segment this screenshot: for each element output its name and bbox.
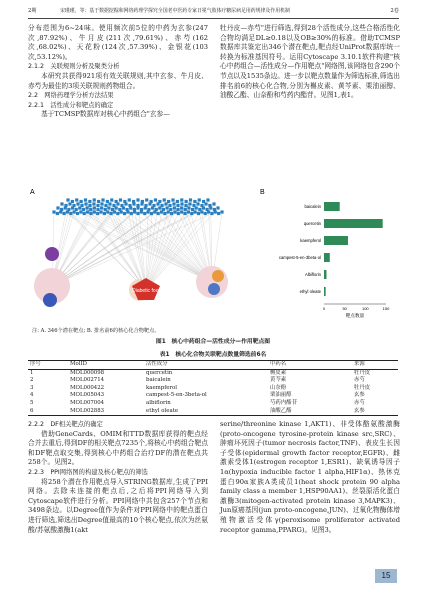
bar (324, 270, 326, 279)
herb-node (208, 283, 220, 295)
target-node (92, 202, 95, 205)
cell: 2 (30, 377, 34, 384)
target-node (176, 200, 179, 203)
target-node (128, 198, 131, 201)
target-node (180, 198, 183, 201)
target-node (209, 206, 212, 209)
cell: 芍药内酯苷 (270, 399, 297, 406)
target-node (180, 206, 183, 209)
target-node (164, 202, 167, 205)
target-node (184, 204, 187, 207)
target-node (204, 202, 207, 205)
target-node (106, 210, 109, 213)
bar (324, 287, 326, 296)
running-header (28, 6, 399, 16)
target-node (83, 212, 86, 215)
target-node (145, 198, 148, 201)
section-heading: 2.1.2 关联规则分析及聚类分析 (28, 63, 120, 71)
x-tick-label: 150 (382, 306, 390, 311)
target-node (130, 212, 133, 215)
compound-clusters (34, 247, 228, 307)
target-node (154, 198, 157, 201)
bar (324, 202, 340, 211)
left-column-top (28, 24, 208, 120)
target-node (84, 202, 87, 205)
target-node (113, 210, 116, 213)
network-edge (52, 212, 195, 286)
target-node (69, 212, 72, 215)
target-node (187, 206, 190, 209)
target-node (189, 198, 192, 201)
target-node (176, 204, 179, 207)
network-figure (28, 186, 398, 326)
target-node (136, 198, 139, 201)
paragraph: 借助GeneCards、OMIM和TTD数据库获得的靶点经合并去重后,得到DF的相关靶点7235个,将核心中药组合靶点和DF靶点取交集,得到核心中药组合治疗DF的潜在靶点共258个。见图2。 (28, 429, 208, 467)
table-caption: 表1 核心化合物关联靶点数量筛选前6名 (159, 352, 267, 358)
paragraph: 牡丹皮—赤芍"进行筛选,得到28个活性成分,这些合格活性化合物均满足DL≥0.18以及OB≥30%的标准。借助TCMSP数据库共鉴定出346个潜在靶点,靶点经UniProt数据库统一转换为标准基因符号。运用Cytoscape 3.10.1软件构建"核心中药组合—活性成分—作用靶点"网络图,该网络包含290个节点以及1535条边。进一步以靶点数量作为筛选标准,筛选出排名前6的核心化合物,分别为槲皮素、黄芩素、栗油丽醇、油酸乙酯、山奈酚和芍药内酯苷。见图1,表1。 (220, 24, 400, 100)
network-edge (52, 204, 214, 286)
page-number: 15 (375, 569, 397, 583)
target-node (163, 198, 166, 201)
target-node (52, 210, 55, 213)
left-column-bottom (28, 420, 208, 535)
x-tick-label: 0 (322, 306, 326, 311)
network-edge (146, 212, 188, 290)
network-edge (67, 212, 146, 290)
target-node (170, 212, 173, 215)
target-node (89, 208, 92, 211)
herb-node (212, 270, 224, 282)
target-node (129, 206, 132, 209)
target-node (177, 212, 180, 215)
section-heading: 2.2 网络药理学分析方法结果 (28, 92, 114, 100)
target-node (194, 210, 197, 213)
table-row (28, 385, 398, 393)
section-heading: 2.2.1 活性成分和靶点的确定 (28, 101, 114, 109)
target-node (156, 202, 159, 205)
target-node (173, 206, 176, 209)
target-node (143, 212, 146, 215)
target-node (75, 198, 78, 201)
cell: MOL005043 (70, 392, 105, 399)
target-node (184, 208, 187, 211)
target-node (136, 212, 139, 215)
target-node (180, 210, 183, 213)
target-node (84, 198, 87, 201)
cell: ethyl oleate (144, 408, 268, 416)
x-tick-label: 50 (342, 306, 347, 311)
cell: 玄参 (352, 408, 398, 416)
target-node (210, 212, 213, 215)
cell: 栗油丽醇 (270, 392, 292, 399)
cell: MOL000422 (70, 384, 105, 391)
cell: quercetin (146, 369, 173, 376)
bar-category-label: ethyl oleate (299, 289, 321, 294)
target-node (76, 202, 79, 205)
figure-1 (28, 186, 398, 326)
target-node (204, 212, 207, 215)
right-column-bottom (220, 420, 400, 535)
network-edge (108, 212, 146, 290)
cell: albiflorin (146, 399, 171, 406)
herb-node (45, 247, 59, 261)
bar-category-label: campest-5-en-3beta-ol (278, 255, 321, 260)
target-node (80, 200, 83, 203)
cell: 3 (30, 384, 34, 391)
target-node (144, 206, 147, 209)
target-node (146, 210, 149, 213)
target-node (172, 202, 175, 205)
target-node (56, 206, 59, 209)
center-node-label: Diabetic foot (132, 288, 160, 294)
cell: kaempferol (146, 384, 177, 391)
target-node (120, 210, 123, 213)
table-row (28, 392, 398, 400)
x-tick-label: 100 (361, 306, 369, 311)
target-node (216, 206, 219, 209)
target-node (93, 206, 96, 209)
target-node (78, 206, 81, 209)
network-edge (128, 212, 146, 290)
table-row (28, 369, 398, 377)
target-node (73, 210, 76, 213)
bar (324, 253, 330, 262)
paragraph: 分布范围为6~24味。使用频次前5位的中药为玄参(247次,87.92%)、牛月皮(211次,79.61%)、赤芍(162次,68.02%)、天花粉(124次,57.39%)、金银花(103次,53.12%)。 (28, 24, 208, 61)
figure-note: 注: A. 346个潜在靶点; B. 排名前6的核心化合物靶点。 (32, 328, 160, 334)
target-node (206, 198, 209, 201)
network-edge (121, 212, 212, 282)
cell: 5 (30, 399, 34, 406)
cell: MOL000098 (70, 369, 105, 376)
target-node (76, 212, 79, 215)
herb-node (43, 293, 57, 307)
target-node (86, 210, 89, 213)
header-left: 2期 (28, 8, 37, 14)
target-node (202, 206, 205, 209)
target-node (66, 198, 69, 201)
cell: 油酸乙酯 (268, 408, 352, 416)
column-header: 中药名 (268, 361, 352, 370)
target-node (99, 210, 102, 213)
target-node (89, 212, 92, 215)
target-node (157, 212, 160, 215)
header-title: 宋瑾瑾，等：基于数据挖掘和网络药理学探究全国老中医药专家日冕气肢体疗糖尿病足用药规律及作用机制 (60, 8, 290, 14)
target-node (200, 210, 203, 213)
table-row (28, 400, 398, 408)
section-heading: 2.2.2 DF相关靶点的确定 (28, 421, 103, 428)
target-node (122, 206, 125, 209)
cell: MOL002714 (70, 377, 105, 384)
target-node (88, 204, 91, 207)
paragraph: 基于TCMSP数据库对核心中药组合"玄参— (41, 110, 170, 119)
bar (324, 219, 383, 228)
target-node (151, 206, 154, 209)
target-node (214, 210, 217, 213)
target-node (104, 204, 107, 207)
target-node (59, 210, 62, 213)
cell: 黄芩素 (270, 377, 287, 384)
target-node (93, 198, 96, 201)
target-node (107, 206, 110, 209)
header-right: 2卷 (390, 8, 399, 14)
target-node (168, 204, 171, 207)
target-node (119, 198, 122, 201)
figure-caption: 图1 核心中药组合—活性成分—作用靶点图 (155, 339, 271, 345)
target-node (93, 210, 96, 213)
network-edge (102, 204, 212, 282)
target-node (171, 198, 174, 201)
header-rule (28, 18, 399, 19)
cell: MOL002883 (68, 408, 144, 416)
table-header-row (28, 361, 398, 370)
target-node (64, 206, 67, 209)
bar-category-label: baicalein (304, 204, 321, 209)
target-node (196, 202, 199, 205)
target-node (60, 202, 63, 205)
target-node (62, 212, 65, 215)
target-node (115, 206, 118, 209)
cell: 赤芍 (354, 399, 365, 406)
cell: 玄参 (354, 392, 365, 399)
paragraph: 将258个潜在作用靶点导入STRING数据库,生成了PPI网络。去除未连接的靶点后,之后将PPI网络导入到Cytoscape软件进行分析。PPI网络中共包含257个节点和3498条边。以Degree值作为条件对PPI网络中的靶点蛋白进行筛选,筛选出Degree值最高的10个核心靶点,依次为丝氨酸/苏氨酸激酶1(akt (28, 477, 208, 534)
target-node (188, 202, 191, 205)
target-node (100, 206, 103, 209)
target-node (124, 202, 127, 205)
target-node (126, 210, 129, 213)
cell: 4 (30, 392, 34, 399)
cell: baicalein (146, 377, 171, 384)
target-node (97, 200, 100, 203)
target-node (96, 212, 99, 215)
bar-category-label: quercetin (303, 221, 321, 226)
section-heading: 2.2.3 PPI网络图的构建及核心靶点的筛选 (28, 468, 148, 476)
cell: 赤芍 (354, 377, 365, 384)
target-node (68, 202, 71, 205)
column-header: 活性成分 (144, 361, 268, 370)
paragraph: 本研究共获得921项有效关联规则,其中玄参、牛月皮、赤芍为最佳的3项关联规则药物组合。 (28, 71, 208, 90)
network-edge (146, 208, 196, 290)
cell: campest-5-en-3beta-ol (146, 392, 207, 399)
target-node (193, 200, 196, 203)
bar (324, 236, 348, 245)
target-node (153, 210, 156, 213)
network-edge (52, 212, 155, 286)
target-node (158, 206, 161, 209)
target-node (195, 206, 198, 209)
bar-category-label: kaempferol (300, 238, 321, 243)
table-row (28, 377, 398, 385)
target-node (187, 210, 190, 213)
target-node (167, 210, 170, 213)
panel-label-b: B (260, 189, 265, 196)
cell: 1 (30, 369, 34, 376)
target-node (132, 202, 135, 205)
target-node (79, 210, 82, 213)
target-node (108, 202, 111, 205)
target-node (217, 212, 220, 215)
target-node (183, 212, 186, 215)
target-node (96, 204, 99, 207)
target-node (123, 212, 126, 215)
target-node (176, 208, 179, 211)
cell: 牡丹皮 (354, 369, 371, 376)
target-node (136, 206, 139, 209)
column-header: 来源 (352, 361, 398, 370)
right-column-top (220, 24, 400, 101)
cell: 山奈酚 (270, 384, 287, 391)
target-node (212, 202, 215, 205)
cell: MOL007004 (70, 399, 105, 406)
paragraph: serine/threonine kinase 1,AKT1)、非受体酪氨酸激酶(proto-oncogene tyrosine-protein kinase src,SRC)、肿瘤坏死因子(tumor necrosis factor,TNF)、表皮生长因子受体(epidermal growth factor receptor,EGFR)、雌激素受体1(estrogen receptor 1,ESR1)、缺氧诱导因子1α(hypoxia inducible factor 1 alpha,HIF1α)、热休克蛋白90α家族A类成员1(heat shock protein 90 alpha family class a member 1,HSP90AA1)、丝裂原活化蛋白激酶3(mitogen-activated protein kinase 3,MAPK3)、Jun原癌基因(jun proto-oncogene,JUN)、过氧化物酶体增殖物激活受体γ(peroxisome proliferator activated receptor gamma,PPARG)。见图3。 (220, 420, 400, 534)
target-node (207, 210, 210, 213)
target-node (110, 212, 113, 215)
target-node (220, 210, 223, 213)
network-edge (52, 204, 190, 286)
target-node (173, 210, 176, 213)
target-node (165, 206, 168, 209)
target-node (197, 212, 200, 215)
target-node (198, 198, 201, 201)
target-node (88, 200, 91, 203)
target-node (56, 212, 59, 215)
target-node (150, 212, 153, 215)
cell: 牡丹皮 (354, 384, 371, 391)
panel-label-a: A (30, 189, 35, 196)
target-node (180, 202, 183, 205)
target-node (110, 198, 113, 201)
target-node (133, 210, 136, 213)
target-node (103, 212, 106, 215)
network-edge (146, 212, 168, 290)
target-node (100, 202, 103, 205)
column-header: 序号 (28, 361, 68, 370)
target-node (96, 208, 99, 211)
target-node (66, 210, 69, 213)
column-header: MolID (68, 361, 144, 370)
network-edge (88, 212, 146, 290)
target-node (148, 202, 151, 205)
target-node (190, 212, 193, 215)
target-node (140, 202, 143, 205)
network-edge (87, 208, 146, 290)
bar-category-label: Albiflorin (304, 272, 321, 277)
cell: 6 (28, 408, 68, 416)
target-node (163, 212, 166, 215)
target-node (140, 210, 143, 213)
target-node (160, 210, 163, 213)
compound-table (28, 360, 398, 416)
network-edge (134, 204, 146, 290)
cell: 槲皮素 (270, 369, 287, 376)
target-node (116, 212, 119, 215)
target-node (85, 206, 88, 209)
target-node (185, 200, 188, 203)
target-node (116, 202, 119, 205)
target-node (101, 198, 104, 201)
target-node (71, 206, 74, 209)
x-axis-label: 靶点数量 (345, 314, 365, 319)
network-edge (80, 208, 212, 282)
table-row (28, 408, 398, 416)
bar-chart (279, 202, 390, 319)
